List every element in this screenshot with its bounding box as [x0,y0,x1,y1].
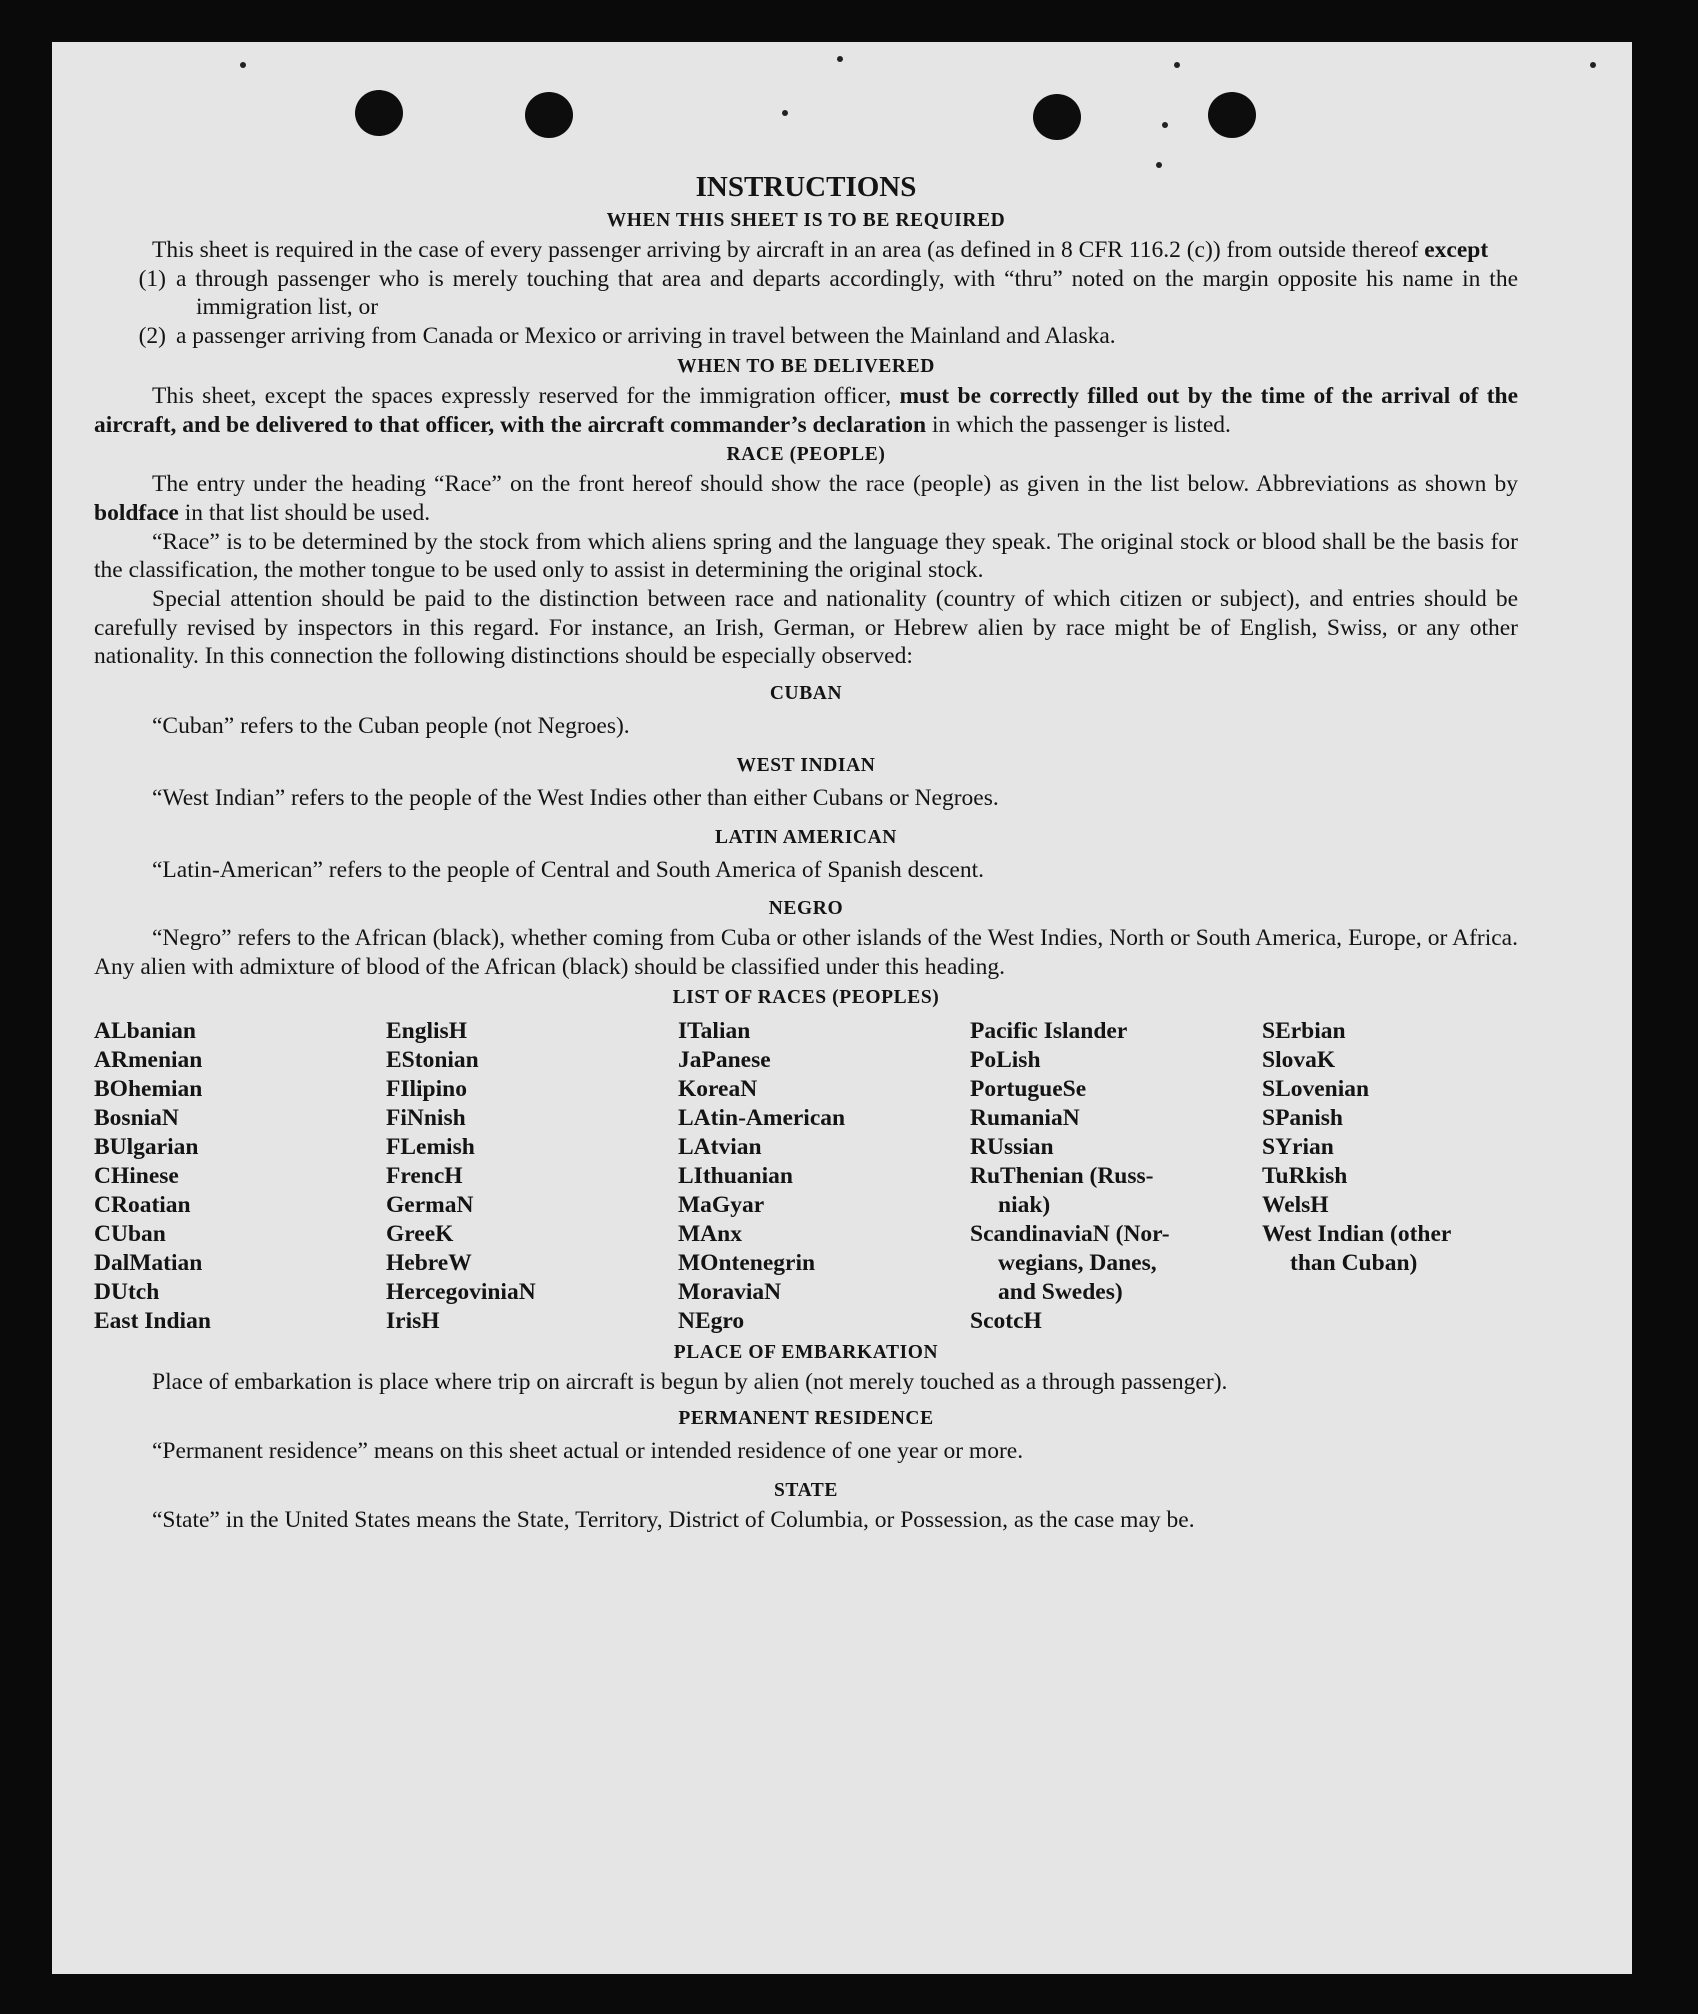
race-entry: CUban [94,1220,166,1247]
race-entry: CHinese [94,1162,179,1189]
item-number: (1) [138,265,166,292]
race-entry: East Indian [94,1307,211,1334]
race-entry: FrencH [386,1162,463,1189]
race-entry: ScandinaviaN (Nor- [970,1220,1170,1247]
speck [240,62,246,68]
cuban-text: “Cuban” refers to the Cuban people (not Negroes). [152,713,630,740]
races-column [386,1017,678,1336]
race-entry: MoraviaN [678,1278,782,1305]
instructions-body [94,170,1518,1535]
race-entry: RumaniaN [970,1104,1080,1131]
heading-when-required: WHEN THIS SHEET IS TO BE REQUIRED [606,210,1006,231]
race-entry: LAtvian [678,1133,762,1160]
heading-west-indian: WEST INDIAN [736,754,876,776]
race-entry: FLemish [386,1133,475,1160]
item-text: a through passenger who is merely touching that area and departs accordingly, with “thru” noted on the margin opposite his name in the immigration list, or [176,265,1518,321]
speck [1162,122,1168,128]
race-entry: DalMatian [94,1249,203,1276]
race-entry: ScotcH [970,1307,1042,1334]
race-entry: ARmenian [94,1046,203,1073]
race-entry: than Cuban) [1290,1249,1418,1276]
races-list [94,1017,1518,1336]
race-entry: BOhemian [94,1075,203,1102]
race-entry: PortugueSe [970,1075,1087,1102]
race-entry: TuRkish [1262,1162,1348,1189]
races-column [678,1017,970,1336]
race-entry: LIthuanian [678,1162,793,1189]
west-indian-text: “West Indian” refers to the people of the West Indies other than either Cubans or Negroes. [152,784,999,811]
race-entry: WelsH [1262,1191,1329,1218]
race-entry: SYrian [1262,1133,1334,1160]
race-entry: niak) [998,1191,1051,1218]
race-entry: and Swedes) [998,1278,1123,1305]
heading-place-of-embarkation: PLACE OF EMBARKATION [673,1341,939,1363]
race-entry: RuThenian (Russ- [970,1162,1154,1189]
race-entry: HebreW [386,1249,472,1276]
race-entry: Pacific Islander [970,1017,1128,1044]
punch-hole [355,90,403,136]
race-entry: GreeK [386,1220,454,1247]
item-text: a passenger arriving from Canada or Mexico or arriving in travel between the Mainland and Alaska. [176,323,1116,350]
race-paragraph-2: “Race” is to be determined by the stock from which aliens spring and the language they speak. The original stock or blood shall be the basis for the classification, the mother tongue to be used only to assist in determining the original stock. [94,528,1518,584]
race-entry: CRoatian [94,1191,191,1218]
page-title: INSTRUCTIONS [695,171,917,203]
race-entry: RUssian [970,1133,1054,1160]
race-paragraph-3: Special attention should be paid to the distinction between race and nationality (country of which citizen or subject), and entries should be carefully revised by inspectors in this regard. For instance, an Irish, German, or Hebrew alien by race might be of English, Swiss, or any other nationality. In this connection the following distinctions should be especially observed: [94,586,1518,670]
heading-when-delivered: WHEN TO BE DELIVERED [677,355,935,377]
race-entry: LAtin-American [678,1104,846,1131]
race-entry: EStonian [386,1046,479,1073]
race-entry: MOntenegrin [678,1249,816,1276]
race-entry: HercegoviniaN [386,1278,536,1305]
race-entry: ALbanian [94,1017,196,1044]
residence-text: “Permanent residence” means on this sheet actual or intended residence of one year or more. [152,1438,1024,1465]
punch-hole [1033,94,1081,140]
race-entry: SPanish [1262,1104,1343,1131]
race-entry: KoreaN [678,1075,758,1102]
race-entry: NEgro [678,1307,745,1334]
race-entry: wegians, Danes, [998,1249,1157,1276]
race-entry: JaPanese [678,1046,771,1073]
speck [1590,62,1596,68]
speck [1156,162,1162,168]
race-entry: ITalian [678,1017,751,1044]
race-entry: BUlgarian [94,1133,199,1160]
race-entry: PoLish [970,1046,1041,1073]
races-column [94,1017,386,1336]
race-entry: SlovaK [1262,1046,1336,1073]
speck [837,56,843,62]
latin-american-text: “Latin-American” refers to the people of Central and South America of Spanish descent. [152,856,985,883]
race-entry: IrisH [386,1307,440,1334]
race-entry: BosniaN [94,1104,179,1131]
race-entry: MaGyar [678,1191,765,1218]
race-entry: EnglisH [386,1017,467,1044]
race-entry: FiNnish [386,1104,466,1131]
heading-negro: NEGRO [768,898,844,920]
speck [1174,62,1180,68]
race-entry: MAnx [678,1220,742,1247]
embarkation-text: Place of embarkation is place where trip on aircraft is begun by alien (not merely touched as a through passenger). [152,1368,1228,1395]
race-entry: DUtch [94,1278,160,1305]
races-column [1262,1017,1554,1336]
heading-race: RACE (PEOPLE) [726,444,886,466]
heading-list-of-races: LIST OF RACES (PEOPLES) [672,986,940,1008]
document-page [52,42,1632,1974]
state-text: “State” in the United States means the State, Territory, District of Columbia, or Possession, as the case may be. [152,1507,1195,1534]
item-number: (2) [138,323,166,350]
speck [782,110,788,116]
heading-permanent-residence: PERMANENT RESIDENCE [678,1408,934,1430]
races-column [970,1017,1262,1336]
heading-cuban: CUBAN [769,683,843,705]
heading-latin-american: LATIN AMERICAN [715,826,897,848]
required-exception-item [94,265,1518,322]
race-entry: West Indian (other [1262,1220,1452,1247]
punch-hole [525,92,573,138]
negro-text: “Negro” refers to the African (black), whether coming from Cuba or other islands of the West Indies, North or South America, Europe, or Africa. Any alien with admixture of blood of the African (black) should be classified under this heading. [94,925,1518,980]
delivered-text: This sheet, except the spaces expressly reserved for the immigration officer, must be correctly filled out by the time of the arrival of the aircraft, and be delivered to that officer, with the aircraft commander’s declaration in which the passenger is listed. [94,382,1519,438]
race-entry: FIlipino [386,1075,467,1102]
required-intro: This sheet is required in the case of every passenger arriving by aircraft in an area (as defined in 8 CFR 116.2 (c)) from outside thereof except [152,237,1489,263]
required-exception-item [94,322,1518,351]
punch-hole [1208,92,1256,138]
race-entry: SErbian [1262,1017,1346,1044]
race-paragraph-1: The entry under the heading “Race” on the front hereof should show the race (people) as given in the list below. Abbreviations as shown by boldface in that list should be used. [94,471,1518,526]
heading-state: STATE [773,1480,839,1502]
race-entry: GermaN [386,1191,474,1218]
race-entry: SLovenian [1262,1075,1370,1102]
